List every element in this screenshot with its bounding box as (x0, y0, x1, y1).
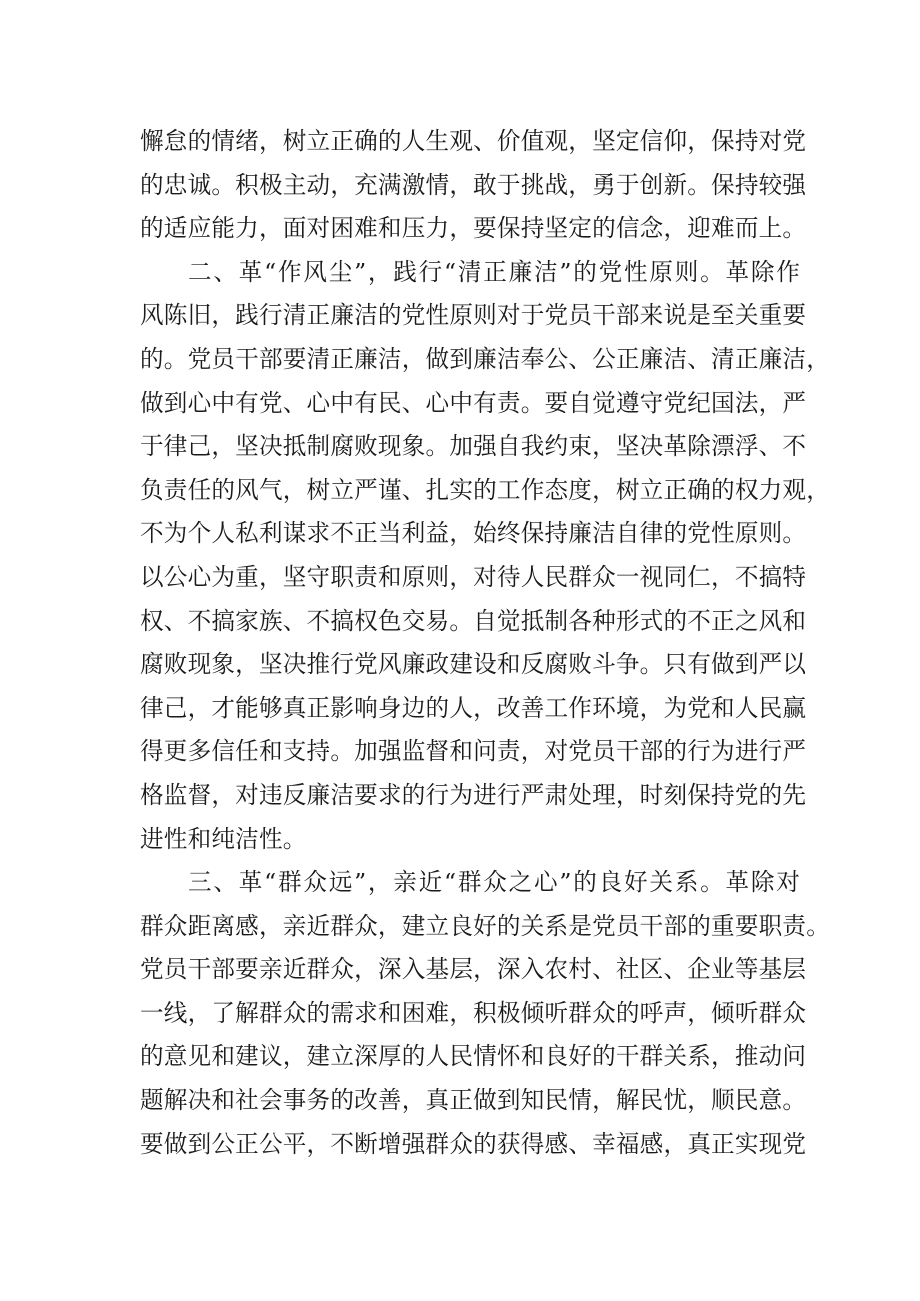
text-line: 一线，了解群众的需求和困难，积极倾听群众的呼声，倾听群众 (140, 998, 807, 1027)
text-line: 不为个人私利谋求不正当利益，始终保持廉洁自律的党性原则。 (140, 519, 807, 548)
text-line: 律己，才能够真正影响身边的人，改善工作环境，为党和人民赢 (140, 693, 807, 722)
text-line: 的。党员干部要清正廉洁，做到廉洁奉公、公正廉洁、清正廉洁， (140, 344, 831, 373)
text-line: 的忠诚。积极主动，充满激情，敢于挑战，勇于创新。保持较强 (140, 170, 807, 199)
paragraph-first-line: 三、革“群众远”，亲近“群众之心”的良好关系。革除对 (188, 868, 800, 897)
text-line: 进性和纯洁性。 (140, 824, 307, 853)
text-line: 题解决和社会事务的改善，真正做到知民情，解民忧，顺民意。 (140, 1086, 807, 1115)
text-line: 于律己，坚决抵制腐败现象。加强自我约束，坚决革除漂浮、不 (140, 432, 807, 461)
text-line: 懈怠的情绪，树立正确的人生观、价值观，坚定信仰，保持对党 (140, 127, 807, 155)
text-line: 做到心中有党、心中有民、心中有责。要自觉遵守党纪国法，严 (140, 388, 807, 417)
text-line: 格监督，对违反廉洁要求的行为进行严肃处理，时刻保持党的先 (140, 780, 807, 809)
text-line: 要做到公正公平，不断增强群众的获得感、幸福感，真正实现党 (140, 1129, 807, 1158)
text-line: 的意见和建议，建立深厚的人民情怀和良好的干群关系，推动问 (140, 1042, 807, 1071)
text-line: 权、不搞家族、不搞权色交易。自觉抵制各种形式的不正之风和 (140, 606, 807, 635)
text-line: 群众距离感，亲近群众，建立良好的关系是党员干部的重要职责。 (140, 911, 831, 940)
paragraph-first-line: 二、革“作风尘”，践行“清正廉洁”的党性原则。革除作 (188, 257, 800, 286)
body-text (140, 120, 831, 1166)
text-line: 党员干部要亲近群众，深入基层，深入农村、社区、企业等基层 (140, 955, 807, 984)
text-line: 的适应能力，面对困难和压力，要保持坚定的信念，迎难而上。 (140, 214, 807, 243)
text-line: 负责任的风气，树立严谨、扎实的工作态度，树立正确的权力观， (140, 475, 831, 504)
text-line: 风陈旧，践行清正廉洁的党性原则对于党员干部来说是至关重要 (140, 301, 807, 330)
text-line: 得更多信任和支持。加强监督和问责，对党员干部的行为进行严 (140, 737, 807, 766)
text-line: 以公心为重，坚守职责和原则，对待人民群众一视同仁，不搞特 (140, 562, 807, 591)
text-line: 腐败现象，坚决推行党风廉政建设和反腐败斗争。只有做到严以 (140, 650, 807, 679)
